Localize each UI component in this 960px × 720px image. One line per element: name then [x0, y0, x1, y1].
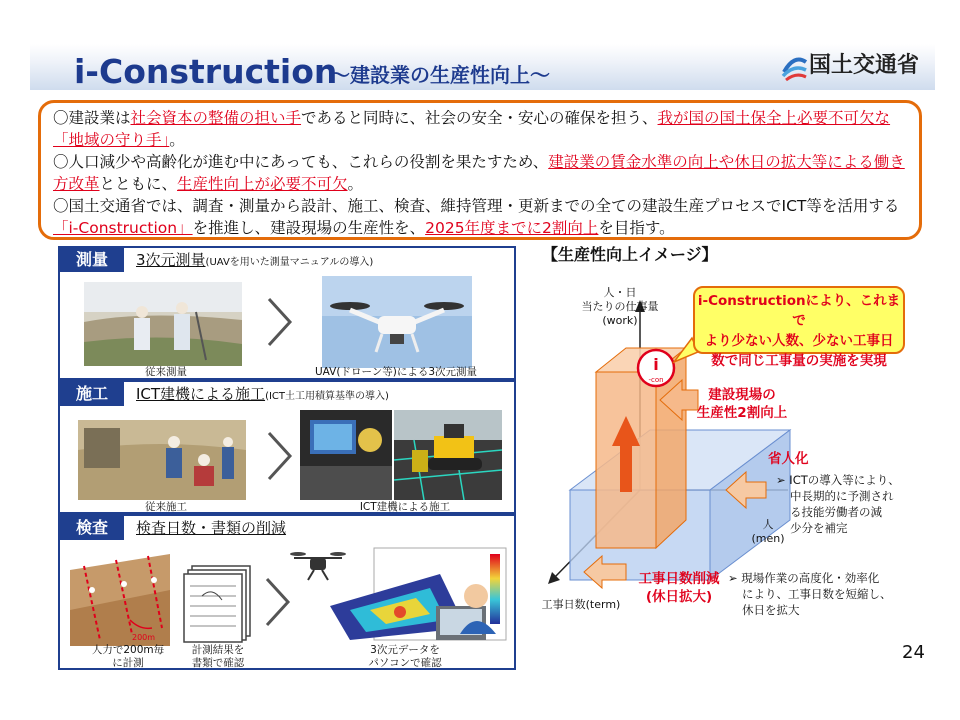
caption-line: 3次元データを — [370, 644, 440, 656]
highlight: 建設業の賃金水準の向上や休日の拡大等による働き方改革 — [53, 153, 905, 193]
survey-heading — [136, 250, 373, 273]
traditional-construction-photo — [78, 420, 246, 500]
documents-icon — [178, 562, 256, 644]
construction-heading-text: ICT建機による施工 — [136, 385, 266, 403]
inspection-panel — [58, 514, 516, 670]
label-line: 人・日 — [603, 286, 637, 299]
text: を目指す。 — [598, 219, 675, 237]
text: ICTの導入等により、 — [789, 473, 900, 487]
label-line: 当たりの仕事量 — [581, 300, 659, 313]
page-subtitle: ～建設業の生産性向上～ — [330, 63, 550, 87]
bullet-arrow-icon: ➢ — [728, 571, 742, 585]
productivity-label — [682, 386, 802, 422]
days-note-line — [728, 570, 924, 586]
text: 〇人口減少や高齢化が進む中にあっても、これらの役割を果たすため、 — [53, 153, 549, 171]
survey-caption-right: UAV(ドローン等)による3次元測量 — [314, 366, 478, 378]
ict-bulldozer-photo — [394, 410, 502, 500]
construction-caption-left: 従来施工 — [145, 501, 187, 513]
callout-line: 数で同じ工事量の実施を実現 — [711, 353, 887, 369]
label-line: 建設現場の — [708, 387, 776, 403]
logo-text: 国土交通省 — [809, 53, 920, 78]
intro-paragraph-2 — [53, 151, 909, 195]
inspection-heading — [136, 518, 286, 538]
text: とともに、 — [99, 175, 178, 193]
construction-label: 施工 — [60, 382, 124, 406]
intro-box — [38, 100, 922, 240]
arrow-right-icon — [266, 296, 294, 348]
highlight: 生産性向上が必要不可欠 — [177, 175, 348, 193]
text: 〇建設業は — [53, 109, 131, 127]
diagram-callout — [693, 286, 905, 369]
survey-heading-text: 3次元測量 — [136, 251, 206, 269]
i-con-badge-con: -con — [648, 376, 664, 384]
survey-note: (UAVを用いた測量マニュアルの導入) — [205, 257, 374, 268]
axis-term-label: 工事日数(term) — [541, 598, 621, 611]
ict-cockpit-photo — [300, 410, 392, 500]
label-line: (休日拡大) — [645, 589, 713, 605]
text: であると同時に、社会の安全・安心の確保を担う、 — [301, 109, 658, 127]
inspection-heading-text: 検査日数・書類の削減 — [136, 519, 287, 537]
caption-line: 人力で200m毎 — [91, 644, 165, 656]
survey-caption-left: 従来測量 — [145, 366, 187, 378]
i-con-badge-i: i — [653, 355, 659, 374]
text: 。 — [347, 175, 364, 193]
inspection-caption-1 — [82, 644, 174, 670]
label-line: (work) — [602, 314, 638, 327]
page-number: 24 — [902, 642, 925, 663]
page-title: i-Construction — [74, 52, 338, 91]
text: 〇国土交通省では、調査・測量から設計、施工、検査、維持管理・更新までの全ての建設生産プロセスでICT等を活用する — [53, 197, 900, 215]
caption-line: 計測結果を — [191, 644, 245, 656]
highlight: 2025年度までに2割向上 — [425, 219, 599, 237]
text: 現場作業の高度化・効率化 — [741, 571, 880, 585]
200m-mark: 200m — [132, 633, 156, 642]
drone-photo — [322, 276, 472, 368]
callout-line: i-Constructionにより、これまで — [697, 293, 901, 329]
label-line: 工事日数削減 — [638, 571, 720, 587]
highlight: 「i-Construction」 — [53, 219, 193, 237]
label-line: 生産性2割向上 — [696, 405, 788, 421]
callout-line: より少ない人数、少ない工事日 — [704, 333, 894, 349]
labor-saving-label: 省人化 — [768, 451, 809, 467]
caption-line: パソコンで確認 — [368, 657, 442, 669]
construction-caption-right: ICT建機による施工 — [359, 501, 451, 513]
intro-paragraph-3 — [53, 195, 909, 239]
days-note-line: により、工事日数を短縮し、 — [742, 587, 892, 601]
highlight: 社会資本の整備の担い手 — [130, 109, 302, 127]
construction-note: (ICT土工用積算基準の導入) — [265, 391, 389, 402]
survey-panel — [58, 246, 516, 380]
days-reduction-note — [728, 570, 924, 618]
label-line: (men) — [751, 532, 785, 545]
3d-data-pc-illustration — [290, 544, 508, 648]
bullet-arrow-icon: ➢ — [776, 473, 790, 487]
survey-label: 測量 — [60, 248, 124, 272]
traditional-survey-photo — [84, 282, 242, 366]
labor-note-line: る技能労働者の減 — [790, 505, 882, 519]
days-reduction-label — [624, 570, 734, 606]
inspection-label: 検査 — [60, 516, 124, 540]
axis-work-label — [570, 286, 670, 328]
text: 。 — [169, 131, 185, 149]
construction-panel — [58, 380, 516, 514]
arrow-right-icon — [264, 576, 292, 628]
days-note-line: 休日を拡大 — [742, 603, 800, 617]
label-line: 人 — [762, 518, 774, 531]
inspection-caption-3 — [350, 644, 460, 670]
manual-measurement-illustration — [70, 550, 170, 646]
intro-paragraph-1 — [53, 107, 909, 151]
diagram-title: 【生産性向上イメージ】 — [542, 245, 718, 264]
arrow-right-icon — [266, 430, 294, 482]
construction-heading — [136, 384, 389, 407]
caption-line: 書類で確認 — [191, 657, 245, 669]
labor-note-line: 中長期的に予測され — [790, 489, 894, 503]
caption-line: に計測 — [112, 657, 144, 669]
highlight: 我が国の国土保全上必要不可欠な「地域の守り手」 — [53, 109, 891, 149]
inspection-caption-2 — [178, 644, 258, 670]
text: を推進し、建設現場の生産性を、 — [192, 219, 426, 237]
labor-note-line — [776, 472, 926, 488]
labor-saving-note — [776, 472, 926, 536]
labor-note-line: 少分を補完 — [790, 521, 848, 535]
